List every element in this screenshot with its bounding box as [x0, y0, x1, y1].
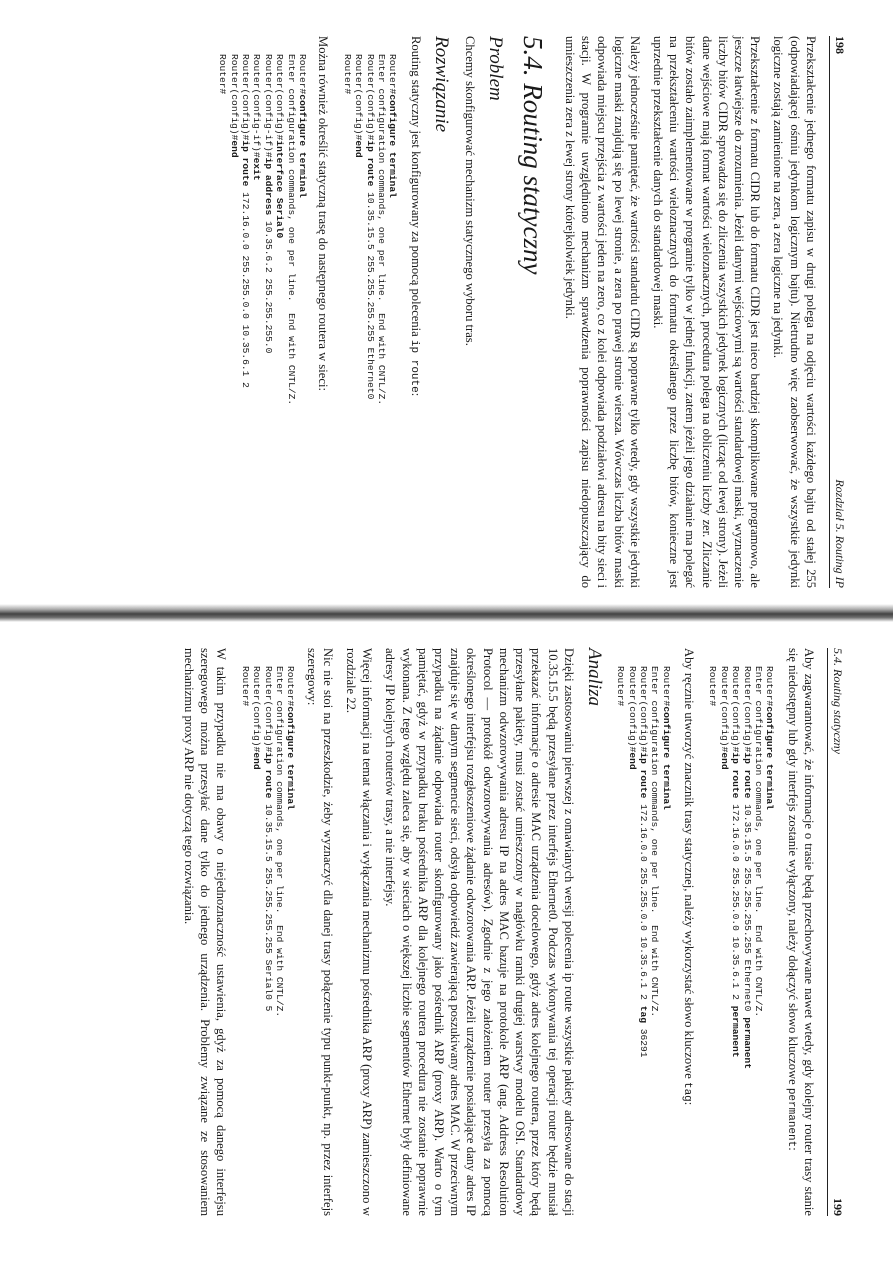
paragraph: Dzięki zastosowaniu pierwszej z omawianych wersji polecenia ip route wszystkie pakiety adresowane do stacji 10.35.15.5 będą przesyłane przez interfejs Ethernet0. Podczas wykonywania tej operacji router będzie musiał przekazać informacje o adresie MAC urządzenia docelowego, gdyż adres kolejnego routera, przez który będą przesyłane pakiety, musi zostać umieszczony w nagłówku ramki drugiej warstwy modelu OSI. Standardowy mechanizm odwzorowywania adresu IP na adres MAC bazuje na protokole ARP (ang. Address Resolution Protocol — protokół odwzorowywania adresów). Zgodnie z jego założeniem router przesyła za pomocą określonego interfejsu rozgłoszeniowe żądanie odwzorowania ARP. Jeżeli urządzenie posiadające dany adres IP znajduje się w danym segmencie sieci, odsyła odpowiedź zawierającą poszukiwany adres MAC. W przeciwnym przypadku na żądanie odpowiada router skonfigurowany jako pośrednik ARP (proxy ARP). Warto o tym pamiętać, gdyż w przypadku braku pośrednika ARP dla kolejnego routera procedura nie zostanie poprawnie wykonana. Z tego względu zaleca się, aby w sieciach o większej liczbie segmentów Ethernet były definiowane adresy IP kolejnych routerów trasy, a nie interfejsy.: [383, 648, 576, 1216]
heading-analysis: Analiza: [583, 648, 605, 707]
solution-text: Routing statyczny jest konfigurowany za pomocą polecenia ip route:: [407, 36, 423, 397]
code-line: Router#: [707, 666, 719, 707]
code-line: Router#: [341, 54, 353, 95]
code-line: Router#configure terminal: [387, 54, 399, 198]
code-line: Router#: [239, 666, 251, 707]
right-page: [174, 648, 846, 1216]
inline-command: ip route: [407, 339, 420, 393]
paragraph: Aby zagwarantować, że informacje o trasie będą przechowywane nawet wtedy, gdy kolejny router trasy stanie się niedostępny lub gdy interfejs zostanie wyłączony, należy dołączyć słowo kluczowe permanent:: [784, 648, 816, 1216]
code-line: Enter configuration commands, one per line. End with CNTL/Z.: [752, 666, 764, 1018]
heading-solution: Rozwiązanie: [430, 36, 452, 133]
code-block-2: [217, 54, 308, 588]
code-line: Router(config)#ip route 172.16.0.0 255.255.0.0 10.35.6.1 2 permanent: [730, 666, 742, 1058]
code-line: Router#configure terminal: [764, 666, 776, 810]
paragraph: Nic nie stoi na przeszkodzie, żeby wyznaczyć dla danej trasy połączenie typu punkt-punkt, np. przez interfejs szeregowy:: [304, 648, 335, 1216]
right-running-title: 5.4. Routing statyczny: [831, 648, 845, 754]
code-line: Enter configuration commands, one per line. End with CNTL/Z.: [285, 54, 297, 406]
code-line: Router(config-if)#exit: [251, 54, 263, 181]
code-line: Enter configuration commands, one per line. End with CNTL/Z.: [649, 666, 661, 1018]
paragraph: W takim przypadku nie ma obawy o niejednoznaczność ustawienia, gdyż za pomocą danego interfejsu szeregowego można przesyłać dane tylko do jednego urządzenia. Problemy związane ze stosowaniem mechanizmu proxy ARP nie dotyczą tego rozwiązania.: [182, 648, 229, 1216]
paragraph: Aby ręcznie utworzyć znacznik trasy statycznej, należy wykorzystać słowo kluczowe tag:: [680, 648, 696, 1106]
code-line: Enter configuration commands, one per line. End with CNTL/Z.: [375, 54, 387, 406]
code-line: Router(config)#ip route 10.35.15.5 255.255.255.255 Ethernet0: [364, 54, 376, 400]
code-block-1: [341, 54, 398, 588]
code-line: Router#configure terminal: [660, 666, 672, 810]
code-line: Router(config)#ip route 172.16.0.0 255.255.0.0 10.35.6.1 2: [240, 54, 252, 388]
code-block-4: [615, 666, 672, 1216]
paragraph: Należy jednocześnie pamiętać, że wartości standardu CIDR są poprawne tylko wtedy, gdy wszystkie jedynki logiczne maski znajdują się po lewej stronie, a zera po prawej stronie wiersza. Wówczas liczba bitów maski odpowiada miejscu przejścia z wartości jeden na zero, co z kolei odpowiada podziałowi adresu na bity sieci i stacji. W programie uwzględniono mechanizm sprawdzenia poprawności zapisu niedopuszczający do umieszczenia zera z lewej strony którejkolwiek jedynki.: [562, 36, 642, 588]
code-line: Router#configure terminal: [285, 666, 297, 810]
code-line: Router(config)#ip route 10.35.15.5 255.255.255.255 Serial0 5: [262, 666, 274, 1012]
paragraph: Więcej informacji na temat włączania i wyłączania mechanizmu pośrednika ARP (proxy ARP) zamieszczono w rozdziale 22.: [344, 648, 375, 1216]
code-block-3: [707, 666, 775, 1216]
left-page-number: 198: [833, 36, 847, 54]
code-line: Router(config)#ip route 10.35.15.5 255.255.255.255 Ethernet0 permanent: [741, 666, 753, 1070]
code-line: Router(config)#end: [626, 666, 638, 770]
left-page-header: [829, 36, 848, 588]
code-line: Router(config)#end: [353, 54, 365, 158]
inline-command: tag: [680, 1081, 693, 1102]
code-line: Router#: [615, 666, 627, 707]
code-line: Enter configuration commands, one per line. End with CNTL/Z.: [274, 666, 286, 1018]
code-block-5: [239, 666, 296, 1216]
right-page-number: 199: [831, 1198, 845, 1216]
paragraph: Przekształcenie z formatu CIDR lub do formatu CIDR jest nieco bardziej skomplikowane programowo, ale jeszcze łatwiejsze do zrozumienia. Jeżeli danymi wejściowymi są wartości standardowej maski, wyznaczenie liczby bitów CIDR sprowadza się do zliczenia wszystkich jedynek logicznych (licząc od lewej strony). Jeżeli dane wejściowe mają format wartości wieloznacznych, procedura polega na obliczeniu liczby zer. Zliczanie bitów zostało zaimplementowane w programie tylko w jednej funkcji, zatem jeżeli jego działanie ma polegać na przekształceniu wartości wieloznacznych do formatu określanego przez liczbę bitów, konieczne jest uprzednie przekształcenie danych do standardowej maski.: [650, 36, 763, 588]
left-running-title: Rozdział 5. Routing IP: [833, 479, 847, 588]
problem-text: Chcemy skonfigurować mechanizm statycznego wyboru tras.: [462, 36, 477, 346]
code-line: Router(config)#end: [251, 666, 263, 770]
code-line: Router#configure terminal: [297, 54, 309, 198]
inline-command: permanent: [784, 1087, 797, 1148]
code-line: Router(config)#end: [718, 666, 730, 770]
left-page: [207, 36, 848, 588]
book-spine-shadow: [0, 604, 893, 622]
right-page-header: [827, 648, 846, 1216]
paragraph: Przekształcenie jednego formatu zapisu w drugi polega na odjęciu wartości każdego bajtu od stałej 255 (odpowiadającej ośmiu jedynkom logicznym bajtu). Nietrudno więc zaobserwować, że wszystkie jedynki logiczne zostają zamienione na zera, a zera logiczne na jedynki.: [771, 36, 818, 588]
code-line: Router(config)#end: [228, 54, 240, 158]
code-line: Router(config)#ip route 172.16.0.0 255.255.0.0 10.35.6.1 2 tag 36291: [637, 666, 649, 1058]
section-title: 5.4. Routing statyczny: [517, 36, 548, 275]
code-line: Router(config-if)#ip address 10.35.6.2 255.255.255.0: [262, 54, 274, 354]
code-line: Router#: [217, 54, 229, 95]
code-line: Router(config)#interface Serial0: [274, 54, 286, 239]
paragraph: Można również określić statyczną trasę do następnego routera w sieci:: [316, 36, 331, 391]
heading-problem: Problem: [484, 36, 506, 101]
